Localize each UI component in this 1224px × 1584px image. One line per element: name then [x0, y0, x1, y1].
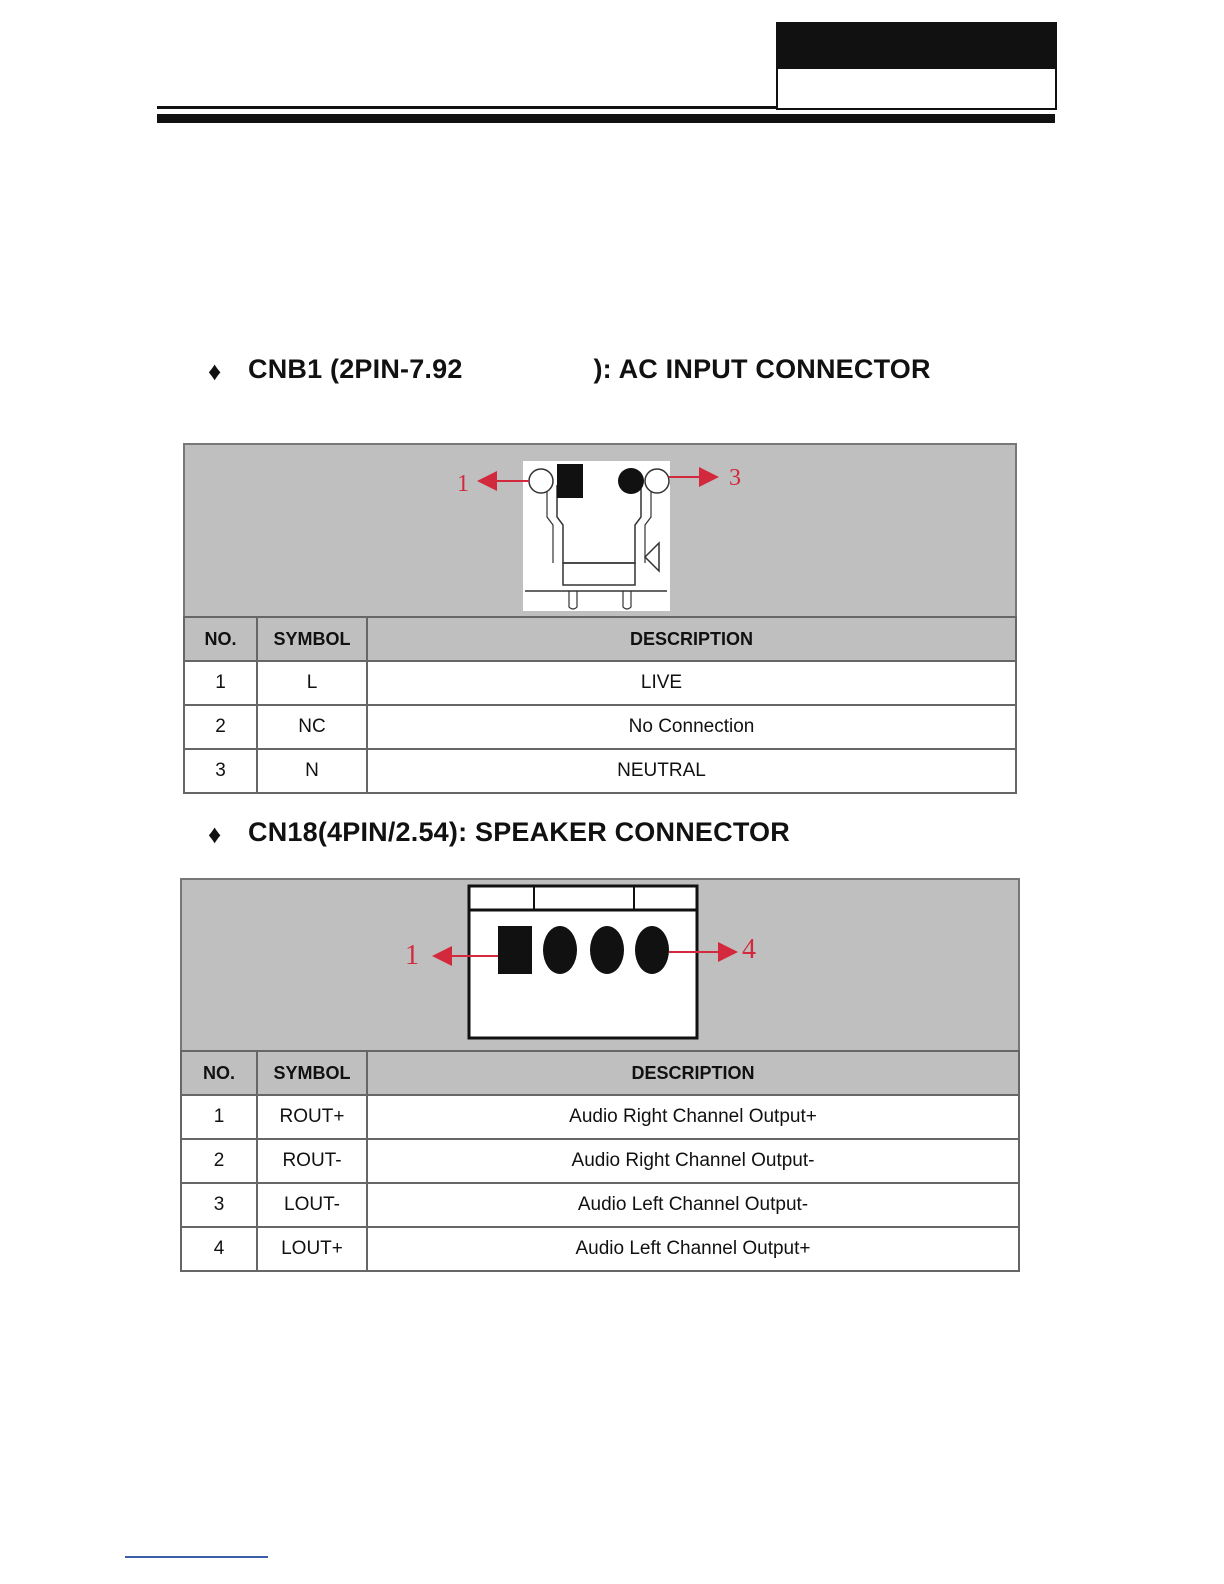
pin-description: Audio Right Channel Output-	[367, 1139, 1019, 1183]
pin-number: 2	[184, 705, 257, 749]
pin-symbol: N	[257, 749, 367, 793]
table-row	[184, 749, 1016, 793]
pin-symbol: ROUT-	[257, 1139, 367, 1183]
table-row	[184, 661, 1016, 705]
pin-symbol: NC	[257, 705, 367, 749]
pin-number: 3	[181, 1183, 257, 1227]
cn18-pin-4-circle	[635, 926, 669, 974]
column-header-no: NO.	[184, 617, 257, 661]
pin-number: 1	[184, 661, 257, 705]
pin-description: Audio Right Channel Output+	[367, 1095, 1019, 1139]
table-header-row	[184, 617, 1016, 661]
table-header-row	[181, 1051, 1019, 1095]
column-header-symbol: SYMBOL	[257, 1051, 367, 1095]
table-row	[181, 1227, 1019, 1271]
table-row	[181, 1095, 1019, 1139]
pin-number: 1	[181, 1095, 257, 1139]
header-box-fill	[778, 24, 1055, 69]
table-row	[181, 1183, 1019, 1227]
column-header-description: DESCRIPTION	[367, 617, 1016, 661]
header-box	[776, 22, 1057, 110]
diamond-bullet-icon: ♦	[208, 819, 222, 849]
cn18-pin-label-first: 1	[405, 940, 419, 971]
table-row	[184, 705, 1016, 749]
cnb1-pin-3-circle	[618, 468, 644, 494]
pin-description: NEUTRAL	[367, 749, 1016, 793]
cn18-connector-diagram	[182, 880, 1018, 1050]
header-rule-thin	[157, 106, 778, 109]
cn18-pin-label-last: 4	[742, 934, 756, 965]
cn18-pin-1-square	[498, 926, 532, 974]
cnb1-pin-outline-left	[529, 469, 553, 493]
diamond-bullet-icon: ♦	[208, 356, 222, 386]
cnb1-pin-label-last: 3	[729, 465, 741, 491]
cn18-diagram-panel	[180, 878, 1020, 1052]
column-header-description: DESCRIPTION	[367, 1051, 1019, 1095]
cnb1-pin-1-square	[557, 464, 583, 498]
footer-link-rule	[125, 1556, 268, 1558]
cnb1-pin-outline-right	[645, 469, 669, 493]
pin-symbol: LOUT-	[257, 1183, 367, 1227]
section-title-cn18: CN18(4PIN/2.54): SPEAKER CONNECTOR	[248, 817, 790, 847]
column-header-no: NO.	[181, 1051, 257, 1095]
cnb1-connector-diagram	[185, 445, 1015, 616]
pin-number: 2	[181, 1139, 257, 1183]
cnb1-diagram-panel	[183, 443, 1017, 618]
pin-description: No Connection	[367, 705, 1016, 749]
pin-description: Audio Left Channel Output+	[367, 1227, 1019, 1271]
column-header-symbol: SYMBOL	[257, 617, 367, 661]
cn18-pin-3-circle	[590, 926, 624, 974]
pin-description: Audio Left Channel Output-	[367, 1183, 1019, 1227]
header-rule-thick	[157, 114, 1055, 123]
pin-number: 4	[181, 1227, 257, 1271]
pin-symbol: ROUT+	[257, 1095, 367, 1139]
section-title-cnb1: CNB1 (2PIN-7.92 ): AC INPUT CONNECTOR	[248, 354, 931, 384]
cn18-pin-2-circle	[543, 926, 577, 974]
pin-symbol: LOUT+	[257, 1227, 367, 1271]
cn18-pin-table	[180, 1050, 1020, 1272]
table-row	[181, 1139, 1019, 1183]
pin-number: 3	[184, 749, 257, 793]
pin-description: LIVE	[367, 661, 1016, 705]
cnb1-pin-label-first: 1	[457, 471, 469, 497]
cnb1-pin-table	[183, 616, 1017, 794]
pin-symbol: L	[257, 661, 367, 705]
